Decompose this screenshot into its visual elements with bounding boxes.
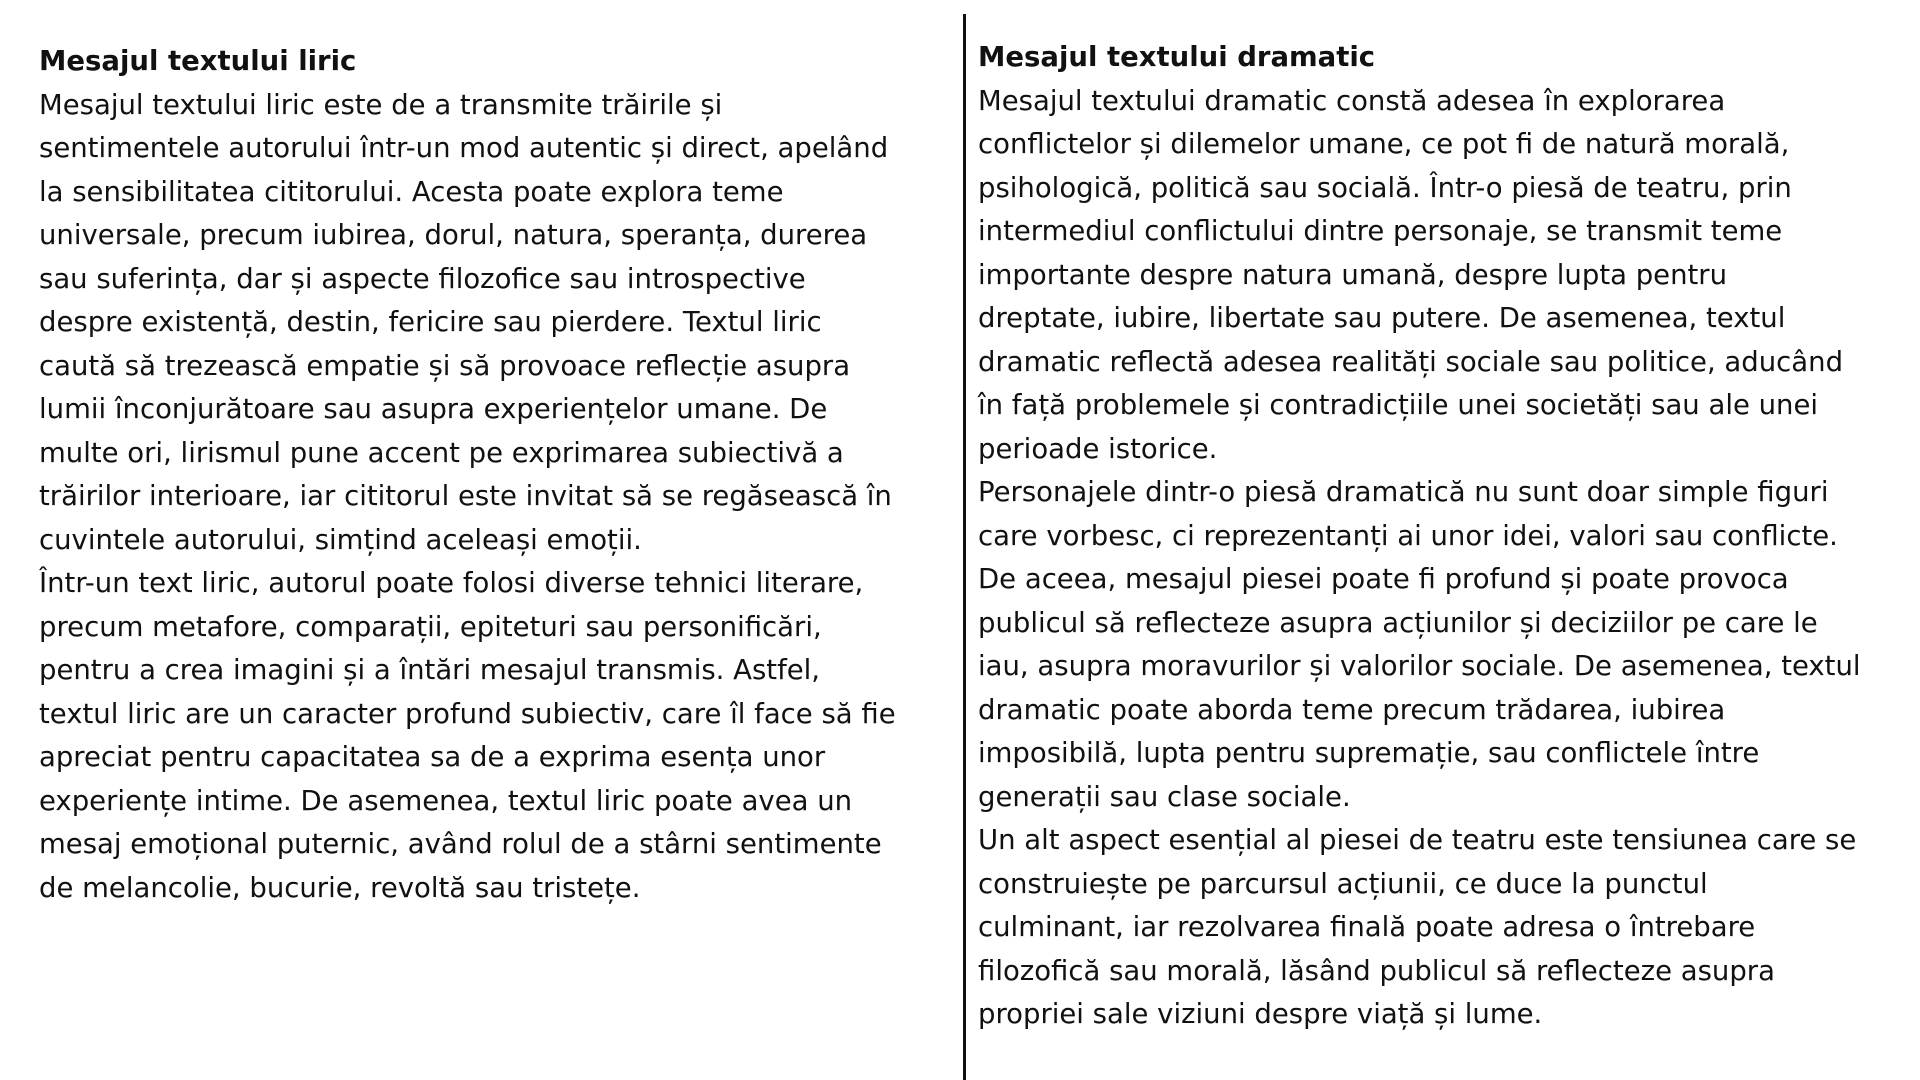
text-line: perioade istorice. [978,432,1218,465]
lyric-text-body [39,84,959,911]
text-line: filozofică sau morală, lăsând publicul să reflecteze asupra [978,954,1775,987]
text-line: generații sau clase sociale. [978,780,1351,813]
text-line: Mesajul textului dramatic constă adesea în explorarea [978,84,1726,117]
text-line: apreciat pentru capacitatea sa de a exprima esența unor [39,741,826,773]
text-line: sau suferința, dar și aspecte filozofice sau introspective [39,262,806,295]
lyric-text-heading: Mesajul textului liric [39,45,357,77]
text-line: în față problemele și contradicțiile unei societăți sau ale unei [978,389,1819,421]
text-line: experiențe intime. De asemenea, textul liric poate avea un [39,784,853,817]
text-line: intermediul conflictului dintre personaje, se transmit teme [978,215,1783,247]
text-line: importante despre natura umană, despre lupta pentru [978,258,1728,291]
text-line: Într-un text liric, autorul poate folosi diverse tehnici literare, [39,567,864,599]
text-line: cuvintele autorului, simțind aceleași emoții. [39,523,642,556]
text-line: construiește pe parcursul acțiunii, ce duce la punctul [978,867,1708,900]
text-line: psihologică, politică sau socială. Într-o piesă de teatru, prin [978,171,1792,204]
text-line: iau, asupra moravurilor și valorilor sociale. De asemenea, textul [978,650,1861,682]
text-line: dreptate, iubire, libertate sau putere. De asemenea, textul [978,302,1786,334]
text-line: universale, precum iubirea, dorul, natura, speranța, durerea [39,219,868,251]
text-line: Personajele dintr-o piesă dramatică nu sunt doar simple figuri [978,476,1829,508]
text-line: imposibilă, lupta pentru supremație, sau conflictele între [978,737,1760,769]
text-line: dramatic reflectă adesea realități sociale sau politice, aducând [978,345,1844,378]
text-line: de melancolie, bucurie, revoltă sau tristețe. [39,871,641,904]
dramatic-text-column [978,36,1908,1037]
text-line: la sensibilitatea cititorului. Acesta poate explora teme [39,175,784,208]
dramatic-text-heading: Mesajul textului dramatic [978,41,1376,73]
text-line: culminant, iar rezolvarea finală poate adresa o întrebare [978,911,1756,943]
text-line: propriei sale viziuni despre viață și lume. [978,998,1543,1030]
text-line: Un alt aspect esențial al piesei de teatru este tensiunea care se [978,824,1857,856]
text-line: dramatic poate aborda teme precum trădarea, iubirea [978,693,1726,726]
text-line: care vorbesc, ci reprezentanți ai unor idei, valori sau conflicte. [978,519,1838,552]
text-line: mesaj emoțional puternic, având rolul de a stârni sentimente [39,828,882,860]
text-line: textul liric are un caracter profund subiectiv, care îl face să fie [39,697,896,730]
text-line: precum metafore, comparații, epiteturi sau personificări, [39,610,822,643]
text-line: publicul să reflecteze asupra acțiunilor și deciziilor pe care le [978,606,1818,639]
text-line: De aceea, mesajul piesei poate fi profund și poate provoca [978,563,1789,595]
dramatic-text-body [978,80,1908,1037]
text-line: lumii înconjurătoare sau asupra experiențelor umane. De [39,393,828,425]
text-line: conflictelor și dilemelor umane, ce pot fi de natură morală, [978,128,1790,160]
text-line: Mesajul textului liric este de a transmite trăirile și [39,88,723,121]
column-divider [963,14,966,1080]
text-line: trăirilor interioare, iar cititorul este invitat să se regăsească în [39,480,892,512]
text-line: caută să trezească empatie și să provoace reflecție asupra [39,349,851,382]
text-line: sentimentele autorului într-un mod autentic și direct, apelând [39,132,889,164]
text-line: despre existență, destin, fericire sau pierdere. Textul liric [39,306,822,338]
text-line: pentru a crea imagini și a întări mesajul transmis. Astfel, [39,654,821,686]
lyric-text-column [39,40,959,910]
text-line: multe ori, lirismul pune accent pe exprimarea subiectivă a [39,436,844,469]
